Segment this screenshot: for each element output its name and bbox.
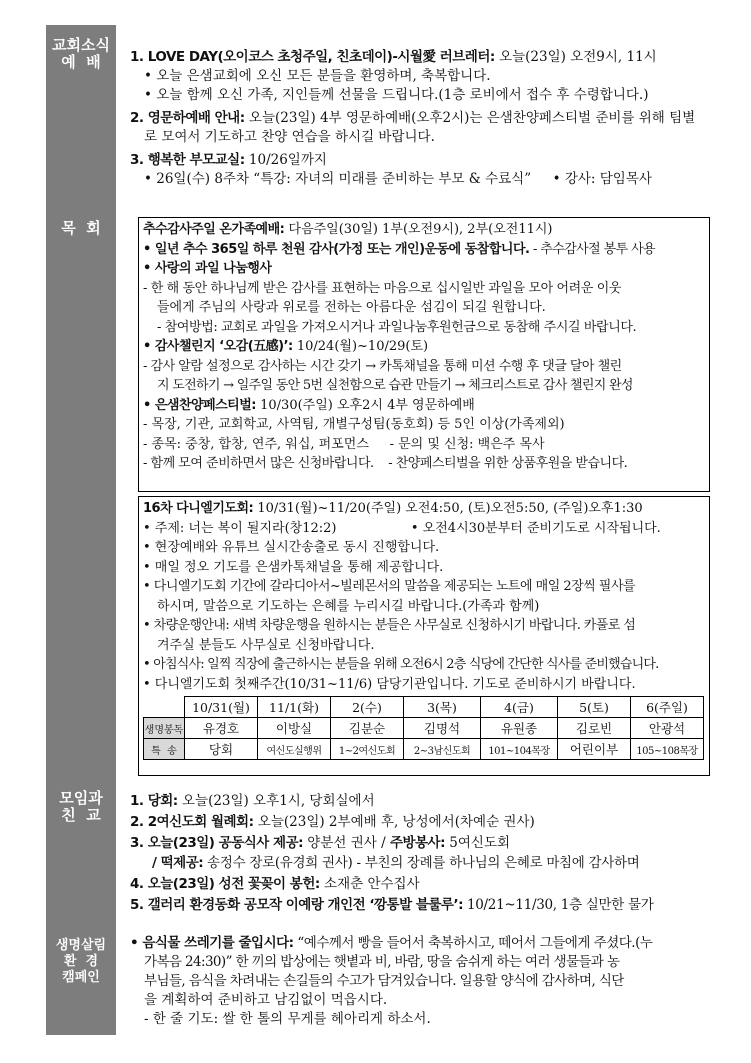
- table-header: 6(주일): [631, 697, 704, 718]
- item-heading: • 은샘찬양페스티벌:: [143, 397, 256, 413]
- campaign-line: [130, 972, 716, 991]
- item-heading: 추수감사주일 온가족예배:: [143, 222, 285, 237]
- item-text: • 현장예배와 유튜브 실시간송출로 동시 진행합니다.: [143, 540, 440, 555]
- item-text: 겨주실 분들도 사무실로 신청바랍니다.: [157, 637, 375, 653]
- pastoral-line: [143, 357, 705, 377]
- item-text: 오늘(23일) 2부예배 후, 낭성에서(차예순 권사): [253, 814, 535, 830]
- pastoral-line: [143, 240, 705, 260]
- worship-line: [130, 86, 716, 105]
- daniel-prayer-box: [138, 496, 710, 776]
- title-line: 모임과: [59, 789, 103, 807]
- table-cell: 유경호: [185, 718, 258, 739]
- fellowship-line: [130, 896, 716, 917]
- table-header: 10/31(월): [185, 697, 258, 718]
- item-heading: • 사랑의 과일 나눔행사: [143, 261, 272, 276]
- fellowship-line: [130, 875, 716, 896]
- item-text: 양분선 권사 /: [303, 835, 390, 851]
- item-text: • 오늘 함께 오신 가족, 지인들께 선물을 드립니다.(1층 로비에서 접수 후 수령합니다.): [144, 87, 649, 103]
- daniel-line: [143, 499, 705, 519]
- fellowship-line: [130, 854, 716, 875]
- item-heading: 16차 다니엘기도회:: [143, 501, 254, 516]
- pastoral-line: [143, 396, 705, 416]
- item-text: - 종목: 중창, 합창, 연주, 워십, 퍼포먼스 - 문의 및 신청: 백은주 목사: [143, 436, 545, 452]
- section-title-worship: [46, 37, 116, 71]
- worship-line: [130, 67, 716, 86]
- pastoral-line: [143, 376, 705, 396]
- campaign-line: [130, 953, 716, 972]
- daniel-line: [143, 558, 705, 578]
- item-text: • 다니엘기도회 첫째주간(10/31~11/6) 담당기관입니다. 기도로 준비하시기 바랍니다.: [143, 676, 636, 692]
- daniel-line: [143, 597, 705, 617]
- daniel-line: [143, 538, 705, 558]
- item-heading: 1. LOVE DAY(오이코스 초청주일, 친초데이)-시월愛 러브레터:: [130, 49, 495, 65]
- item-text: • 매일 정오 기도를 은샘카톡채널을 통해 제공합니다.: [143, 559, 444, 575]
- pastoral-line: [143, 279, 705, 299]
- item-text: 오늘(23일) 4부 영문하예배(오후2시)는 은샘찬양페스티벌 준비를 위해 팀별: [244, 110, 696, 126]
- item-text: - 한 해 동안 하나님께 받은 감사를 표현하는 마음으로 십시일반 과일을 모아 어려운 이웃: [143, 280, 622, 296]
- worship-line: [130, 170, 716, 189]
- campaign-line: [130, 991, 716, 1010]
- section-title-campaign: [46, 938, 116, 986]
- item-heading: 3. 행복한 부모교실:: [130, 152, 245, 168]
- fellowship-section: [130, 792, 716, 917]
- pastoral-line: [143, 220, 705, 240]
- item-text: 10/26일까지: [244, 152, 327, 168]
- item-text: 10/31(월)~11/20(주일) 오전4:50, (토)오전5:50, (주일)오후1:30: [253, 501, 643, 516]
- campaign-line: [130, 1010, 716, 1029]
- title-line: 생명살림: [55, 938, 107, 953]
- item-heading: 2. 영문하예배 안내:: [130, 110, 245, 126]
- item-text: - 함께 모여 준비하면서 많은 신청바랍니다. - 찬양페스티벌을 위한 상품후원을 받습니다.: [143, 456, 628, 471]
- item-text: 오늘(23일) 오후1시, 당회실에서: [177, 793, 375, 809]
- item-heading: / 떡제공:: [152, 855, 204, 871]
- table-header: 5(토): [558, 697, 631, 718]
- table-cell: 2~3남신도회: [404, 739, 481, 760]
- item-heading: • 음식물 쓰레기를 줄입시다:: [130, 935, 294, 951]
- table-header: 3(목): [404, 697, 481, 718]
- item-text: 10/24(월)~10/29(토): [292, 339, 429, 354]
- pastoral-line: [143, 435, 705, 455]
- item-heading: • 감사챌린지 ‘오감(五感)’:: [143, 339, 293, 354]
- item-text: - 감사 알람 설정으로 감사하는 시간 갖기 → 카톡채널을 통해 미션 수행 후 댓글 달아 챌린: [143, 358, 622, 374]
- item-text: 가복음 24:30)” 한 끼의 밥상에는 햇볕과 비, 바람, 땅을 숨쉬게 하는 여러 생물들과 농: [144, 954, 620, 970]
- item-text: - 한 줄 기도: 쌀 한 톨의 무게를 헤아리게 하소서.: [144, 1011, 431, 1027]
- table-cell: 김명석: [404, 718, 481, 739]
- item-text: • 아침식사: 일찍 직장에 출근하시는 분들을 위해 오전6시 2층 식당에 간단한 식사를 준비했습니다.: [143, 657, 659, 672]
- table-corner: [144, 697, 185, 718]
- item-text: - 추수감사절 봉투 사용: [529, 241, 655, 257]
- item-heading: • 일년 추수 365일 하루 천원 감사(가정 또는 개인)운동에 동참합니다.: [143, 241, 530, 257]
- daniel-line: [143, 519, 705, 539]
- section-title-pastoral: [46, 220, 116, 237]
- schedule-table: [143, 696, 704, 760]
- table-cell: 101~104목장: [481, 739, 558, 760]
- title-line: 환 경: [63, 954, 99, 969]
- pastoral-line: [143, 318, 705, 338]
- section-sidebar: [46, 25, 116, 1035]
- pastoral-line: [143, 259, 705, 279]
- item-text: 하시며, 말씀으로 기도하는 은혜를 누리시길 바랍니다.(가족과 함께): [157, 598, 540, 614]
- fellowship-line: [130, 792, 716, 813]
- pastoral-line: [143, 337, 705, 357]
- item-text: - 참여방법: 교회로 과일을 가져오시거나 과일나눔후원헌금으로 동참해 주시길 바랍니다.: [157, 319, 637, 335]
- fellowship-line: [130, 834, 716, 854]
- worship-line: [130, 128, 716, 147]
- table-cell: 유원종: [481, 718, 558, 739]
- daniel-line: [143, 636, 705, 656]
- title-line: 목 회: [61, 219, 101, 237]
- worship-section: [130, 48, 716, 189]
- section-title-fellowship: [46, 790, 116, 824]
- table-header: 2(수): [331, 697, 404, 718]
- worship-line: [130, 109, 716, 128]
- daniel-line: [143, 655, 705, 675]
- table-cell: 당회: [185, 739, 258, 760]
- item-text: 부님들, 음식을 차려내는 손길들의 수고가 담겨있습니다. 일용할 양식에 감사하며, 식단: [144, 973, 624, 989]
- worship-line: [130, 151, 716, 170]
- table-row: [144, 718, 704, 739]
- table-header: 4(금): [481, 697, 558, 718]
- table-row: [144, 697, 704, 718]
- item-text: 10/30(주일) 오후2시 4부 영문하예배: [256, 397, 475, 413]
- table-cell: 여신도실행위: [258, 739, 331, 760]
- pastoral-line: [143, 454, 705, 474]
- daniel-line: [143, 577, 705, 597]
- table-cell: 안광석: [631, 718, 704, 739]
- title-line: 친 교: [61, 806, 101, 824]
- worship-line: [130, 48, 716, 67]
- table-cell: 김로빈: [558, 718, 631, 739]
- item-text: 오늘(23일) 오전9시, 11시: [494, 49, 657, 65]
- item-text: • 다니엘기도회 기간에 갈라디아서~빌레몬서의 말씀을 제공되는 노트에 매일 2장씩 필사를: [143, 579, 636, 594]
- item-heading: 2. 2여신도회 월례회:: [130, 814, 254, 830]
- campaign-line: [130, 934, 716, 953]
- item-heading: 5. 갤러리 환경동화 공모작 이예랑 개인전 ‘깡통발 블룰루’:: [130, 897, 463, 913]
- item-text: - 목장, 기관, 교회학교, 사역팀, 개별구성팀(동호회) 등 5인 이상(가족제외): [143, 417, 565, 432]
- title-line: 예 배: [61, 53, 101, 71]
- pastoral-line: [143, 298, 705, 318]
- table-cell: 105~108목장: [631, 739, 704, 760]
- table-row: [144, 739, 704, 760]
- item-text: 지 도전하기 → 일주일 동안 5번 실천함으로 습관 만들기 → 체크리스트로 감사 챌린지 완성: [157, 378, 633, 393]
- table-cell: 어린이부: [558, 739, 631, 760]
- item-heading: 3. 오늘(23일) 공동식사 제공:: [130, 835, 304, 851]
- pastoral-box: [138, 217, 710, 492]
- item-text: 을 계획하여 준비하고 남김없이 먹읍시다.: [144, 992, 388, 1008]
- campaign-section: [130, 934, 716, 1029]
- daniel-line: [143, 675, 705, 695]
- row-label: 특 송: [144, 739, 185, 760]
- title-line: 교회소식: [52, 36, 110, 54]
- fellowship-line: [130, 813, 716, 834]
- item-heading: 주방봉사:: [389, 835, 446, 851]
- item-text: 다음주일(30일) 1부(오전9시), 2부(오전11시): [284, 222, 553, 237]
- item-heading: 1. 당회:: [130, 793, 178, 809]
- daniel-line: [143, 616, 705, 636]
- item-text: • 오늘 은샘교회에 오신 모든 분들을 환영하며, 축복합니다.: [144, 68, 491, 84]
- item-text: 들에게 주님의 사랑과 위로를 전하는 아름다운 섬김이 되길 원합니다.: [157, 300, 546, 315]
- item-text: “예수께서 빵을 들어서 축복하시고, 떼어서 그들에게 주셨다.(누: [293, 935, 653, 951]
- item-text: 소재춘 안수집사: [319, 876, 420, 892]
- item-text: 송정수 장로(유경희 권사) - 부친의 장례를 하나님의 은혜로 마침에 감사하며: [203, 855, 640, 871]
- item-text: 10/21~11/30, 1층 실만한 물가: [462, 897, 654, 913]
- item-heading: 4. 오늘(23일) 성전 꽃꽂이 봉헌:: [130, 876, 320, 892]
- item-text: • 주제: 너는 복이 될지라(창12:2) • 오전4시30분부터 준비기도로 시작됩니다.: [143, 520, 661, 536]
- table-header: 11/1(화): [258, 697, 331, 718]
- item-text: 로 모여서 기도하고 찬양 연습을 하시길 바랍니다.: [144, 129, 435, 145]
- table-cell: 이방실: [258, 718, 331, 739]
- title-line: 캠페인: [62, 970, 100, 985]
- item-text: • 26일(수) 8주차 “특강: 자녀의 미래를 준비하는 부모 & 수료식” • 강사: 담임목사: [144, 171, 652, 187]
- table-cell: 1~2여신도회: [331, 739, 404, 760]
- item-text: • 차량운행안내: 새벽 차량운행을 원하시는 분들은 사무실로 신청하시기 바랍니다. 카풀로 섬: [143, 618, 636, 633]
- row-label: 생명봉독: [144, 718, 185, 739]
- pastoral-line: [143, 415, 705, 435]
- item-text: 5여신도회: [445, 835, 511, 851]
- table-cell: 김분순: [331, 718, 404, 739]
